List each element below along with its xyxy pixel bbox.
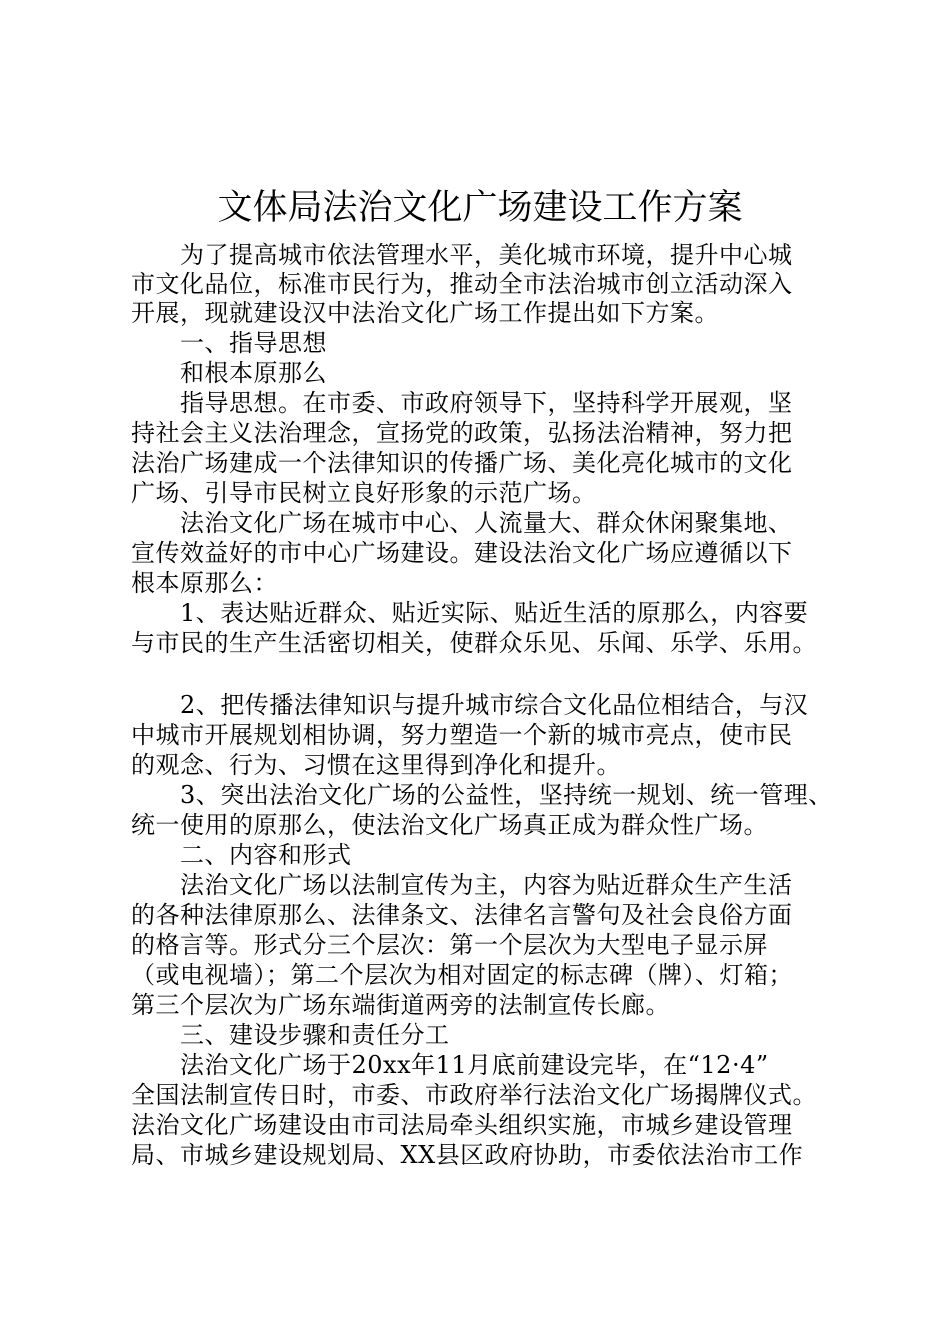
list-item-line: 1、表达贴近群众、贴近实际、贴近生活的原那么，内容要: [180, 599, 809, 627]
paragraph-line: 市文化品位，标准市民行为，推动全市法治城市创立活动深入: [131, 270, 793, 298]
section-heading: 二、内容和形式: [180, 841, 352, 869]
paragraph-line: 法治文化广场于20xx年11月底前建设完毕，在“12·4”: [180, 1051, 769, 1079]
paragraph-line: 第三个层次为广场东端街道两旁的法制宣传长廊。: [131, 991, 670, 1019]
paragraph-line: 为了提高城市依法管理水平，美化城市环境，提升中心城: [180, 241, 793, 269]
list-item-line: 统一使用的原那么，使法治文化广场真正成为群众性广场。: [131, 811, 768, 839]
paragraph-line: （或电视墙）；第二个层次为相对固定的标志碑（牌）、灯箱；: [131, 961, 793, 989]
paragraph-line: 持社会主义法治理念，宣扬党的政策，弘扬法治精神，努力把: [131, 419, 793, 447]
paragraph-line: 宣传效益好的市中心广场建设。建设法治文化广场应遵循以下: [131, 539, 793, 567]
paragraph-line: 法治文化广场以法制宣传为主，内容为贴近群众生产生活: [180, 871, 793, 899]
paragraph-line: 法治文化广场建设由市司法局牵头组织实施，市城乡建设管理: [131, 1111, 793, 1139]
paragraph-line: 法治广场建成一个法律知识的传播广场、美化亮化城市的文化: [131, 449, 793, 477]
paragraph-line: 的各种法律原那么、法律条文、法律名言警句及社会良俗方面: [131, 901, 793, 929]
paragraph-line: 根本原那么：: [131, 569, 278, 597]
section-heading: 三、建设步骤和责任分工: [180, 1021, 450, 1049]
list-item-line: 与市民的生产生活密切相关，使群众乐见、乐闻、乐学、乐用。: [131, 629, 817, 657]
list-item-line: 的观念、行为、习惯在这里得到净化和提升。: [131, 751, 621, 779]
paragraph-line: 的格言等。形式分三个层次：第一个层次为大型电子显示屏: [131, 931, 768, 959]
paragraph-line: 全国法制宣传日时，市委、市政府举行法治文化广场揭牌仪式。: [131, 1081, 817, 1109]
paragraph-line: 指导思想。在市委、市政府领导下，坚持科学开展观，坚: [180, 389, 793, 417]
list-item-line: 3、突出法治文化广场的公益性，坚持统一规划、统一管理、: [180, 781, 833, 809]
paragraph-line: 法治文化广场在城市中心、人流量大、群众休闲聚集地、: [180, 509, 793, 537]
paragraph-line: 局、市城乡建设规划局、XX县区政府协助，市委依法治市工作: [131, 1141, 804, 1169]
paragraph-line: 广场、引导市民树立良好形象的示范广场。: [131, 479, 597, 507]
section-heading: 和根本原那么: [180, 359, 327, 387]
paragraph-line: 开展，现就建设汉中法治文化广场工作提出如下方案。: [131, 299, 719, 327]
section-heading: 一、指导思想: [180, 329, 327, 357]
list-item-line: 中城市开展规划相协调，努力塑造一个新的城市亮点，使市民: [131, 721, 793, 749]
document-title: 文体局法治文化广场建设工作方案: [217, 188, 743, 228]
list-item-line: 2、把传播法律知识与提升城市综合文化品位相结合，与汉: [180, 691, 809, 719]
